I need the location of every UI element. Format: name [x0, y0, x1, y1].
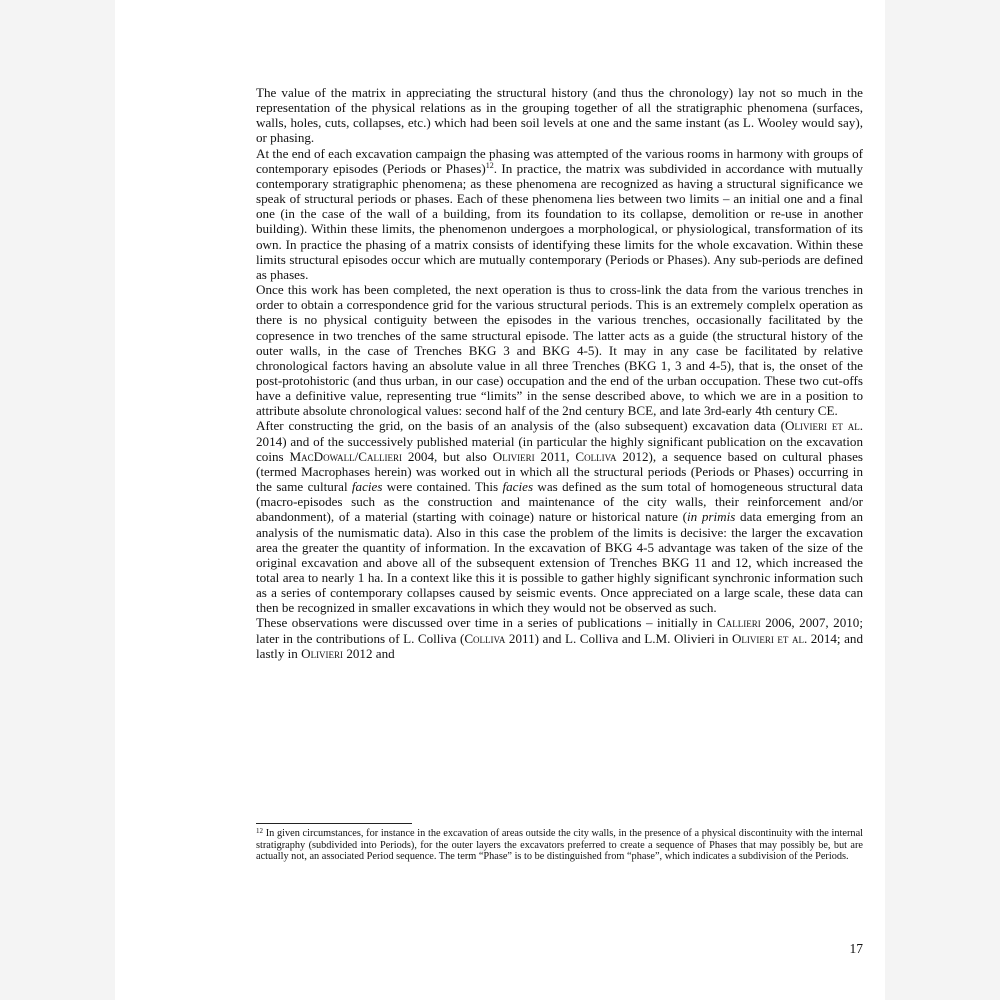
citation-author: Olivieri [492, 448, 535, 464]
page-number: 17 [849, 941, 863, 956]
citation-author: Colliva [464, 630, 506, 646]
paragraph-phasing-text-a: At the end of each excavation campaign the phasing was attempted of the various rooms in harmony with groups of contemporary episodes (Periods or Phases) [256, 145, 863, 176]
body-text [256, 85, 863, 661]
text-segment: 2011) and L. Colliva and L.M. Olivieri in [505, 630, 732, 646]
text-segment: 2006, 2007, 2010; later in the contributions of L. Colliva ( [256, 615, 863, 646]
paragraph-cross-link: Once this work has been completed, the next operation is thus to cross-link the data from the various trenches in order to obtain a correspondence grid for the various structural periods. This is an extremely complelx operation as there is no physical contiguity between the episodes in the various trenches, occasionally facilitated by the copresence in two trenches of the same structural episode. The latter acts as a guide (the structural history of the outer walls, in the case of Trenches BKG 3 and BKG 4-5). It may in any case be facilitated by relative chronological factors having an absolute value in all three Trenches (BKG 1, 3 and 4-5), that is, the onset of the post-protohistoric (and thus urban, in our case) occupation and the end of the urban occupation. These two cut-offs have a definitive value, representing true “limits” in the sense described above, to which we are in a position to attribute absolute chronological values: second half of the 2nd century BCE, and late 3rd-early 4th century CE. [256, 282, 863, 419]
citation-author: Olivieri [301, 645, 344, 661]
text-segment: data emerging from an analysis of the numismatic data). Also in this case the problem of the limits is decisive: the larger the excavation area the greater the quantity of information. In the excavation of BKG 4-5 advantage was taken of the size of the original excavation and above all of the subsequent extension of Trenches BKG 11 and 12, which increased the total area to nearly 1 ha. In a context like this it is possible to gather highly significant synchronic information such as a series of contemporary collapses caused by seismic events. Once appreciated on a large scale, these data can then be recognized in smaller excavations in which they would not be observed as such. [256, 509, 863, 616]
footnote-paragraph [256, 828, 863, 863]
italic-term: in primis [686, 509, 736, 525]
text-segment: After constructing the grid, on the basis of an analysis of the (also subsequent) excavation data ( [256, 418, 786, 434]
paragraph-observations [256, 615, 863, 660]
citation-author: MacDowall/Callieri [289, 448, 402, 464]
text-segment: was defined as the sum total of homogeneous structural data (macro-episodes such as the construction and maintenance of the city walls, their reinforcement and/or abandonment), of a material (starting with coinage) nature or historical nature ( [256, 479, 863, 525]
citation-author: Olivieri et al. [731, 630, 808, 646]
document-page [115, 0, 885, 1000]
text-segment: These observations were discussed over time in a series of publications – initially in [256, 615, 717, 631]
citation-author: Callieri [716, 615, 761, 631]
text-segment: 2004, but also [401, 448, 493, 464]
footnote [256, 828, 863, 863]
paragraph-grid [256, 418, 863, 615]
italic-term: facies [502, 479, 534, 495]
text-segment: 2012), a sequence based on cultural phases (termed Macrophases herein) was worked out in which all the structural periods (Periods or Phases) occurring in the same cultural [256, 448, 863, 495]
paragraph-matrix-value: The value of the matrix in appreciating the structural history (and thus the chronology) lay not so much in the representation of the physical relations as in the grouping together of all the stratigraphic phenomena (surfaces, walls, holes, cuts, collapses, etc.) which had been soil levels at one and the same instant (as L. Wooley would say), or phasing. [256, 85, 863, 146]
footnote-divider [256, 823, 412, 824]
paragraph-phasing [256, 146, 863, 282]
paragraph-phasing-text-b: . In practice, the matrix was subdivided in accordance with mutually contemporary stratigraphic phenomena; as these phenomena are recognized as having a structural significance we speak of structural periods or phases. Each of these phenomena lies between two limits – an initial one and a final one (in the case of the wall of a building, from its foundation to its collapse, demolition or re-use in another building). Within these limits, the phenomenon undergoes a morphological, or physiological, transformation of its own. In practice the phasing of a matrix consists of identifying these limits for the whole excavation. Within these limits structural episodes occur which are mutually contemporary (Periods or Phases). Any sub-periods are defined as phases. [256, 160, 863, 282]
text-segment: were contained. This [382, 479, 503, 495]
citation-author: Olivieri et al. [785, 418, 863, 434]
footnote-text: In given circumstances, for instance in the excavation of areas outside the city walls, in the presence of a physical discontinuity with the internal stratigraphy (subdivided into Periods), for the outer layers the excavators preferred to create a sequence of Phases that may possibly be, but are actually not, an associated Period sequence. The term “Phase” is to be distinguished from “phase”, which indicates a subdivision of the Periods. [256, 828, 863, 863]
text-segment: 2011, [534, 448, 576, 464]
text-segment: 2012 and [343, 645, 395, 661]
citation-author: Colliva [575, 448, 617, 464]
text-segment: 2014) and of the successively published material (in particular the highly significant publication on the excavation coins [256, 433, 863, 464]
italic-term: facies [351, 479, 383, 495]
text-segment: 2014; and lastly in [256, 630, 864, 661]
footnote-number: 12 [256, 827, 263, 835]
footnote-reference: 12 [485, 160, 494, 170]
